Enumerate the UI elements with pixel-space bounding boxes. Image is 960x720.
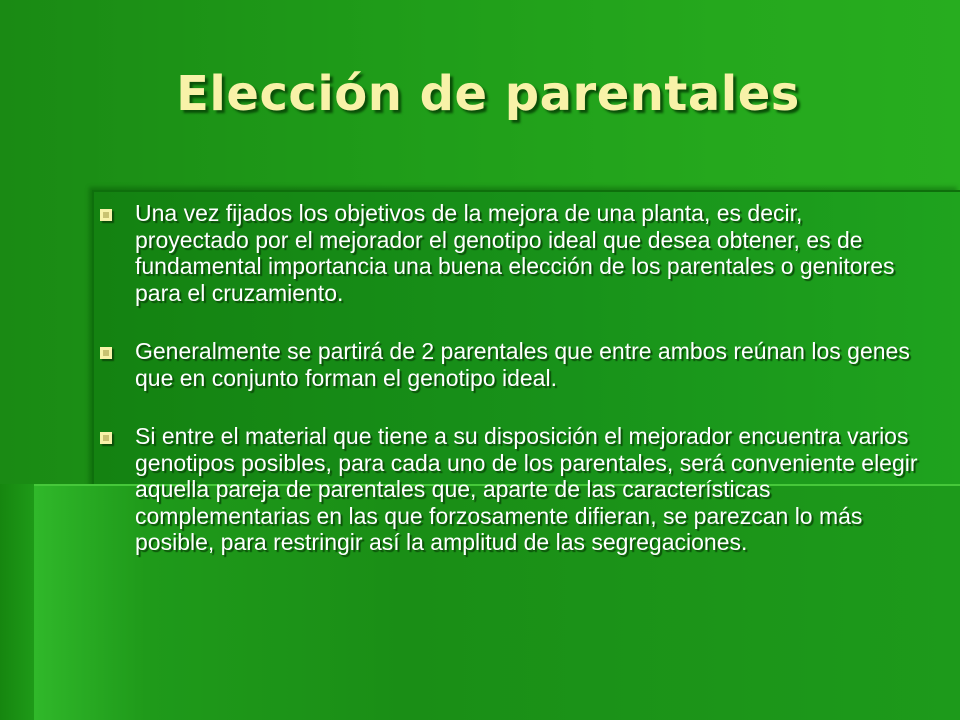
slide-title: Elección de parentales xyxy=(176,66,800,122)
bullet-text: Si entre el material que tiene a su disposición el mejorador encuentra varios genotipos posibles, para cada uno de los parentales, será conveniente elegir aquella pareja de parentales que, aparte de las características complementarias en las que forzosamente difieran, se parezcan lo más posible, para restringir así la amplitud de las segregaciones. xyxy=(135,423,918,555)
square-bullet-icon xyxy=(100,432,112,444)
bullet-text: Generalmente se partirá de 2 parentales que entre ambos reúnan los genes que en conjunto forman el genotipo ideal. xyxy=(135,338,910,391)
bullet-text: Una vez fijados los objetivos de la mejora de una planta, es decir, proyectado por el mejorador el genotipo ideal que desea obtener, es de fundamental importancia una buena elección de los parentales o genitores para el cruzamiento. xyxy=(135,200,895,306)
square-bullet-icon xyxy=(100,347,112,359)
bullet-list xyxy=(100,200,920,556)
background-panel-edge xyxy=(0,484,34,720)
bullet-item xyxy=(100,338,920,391)
bullet-item xyxy=(100,200,920,306)
bullet-item xyxy=(100,423,920,556)
square-bullet-icon xyxy=(100,209,112,221)
